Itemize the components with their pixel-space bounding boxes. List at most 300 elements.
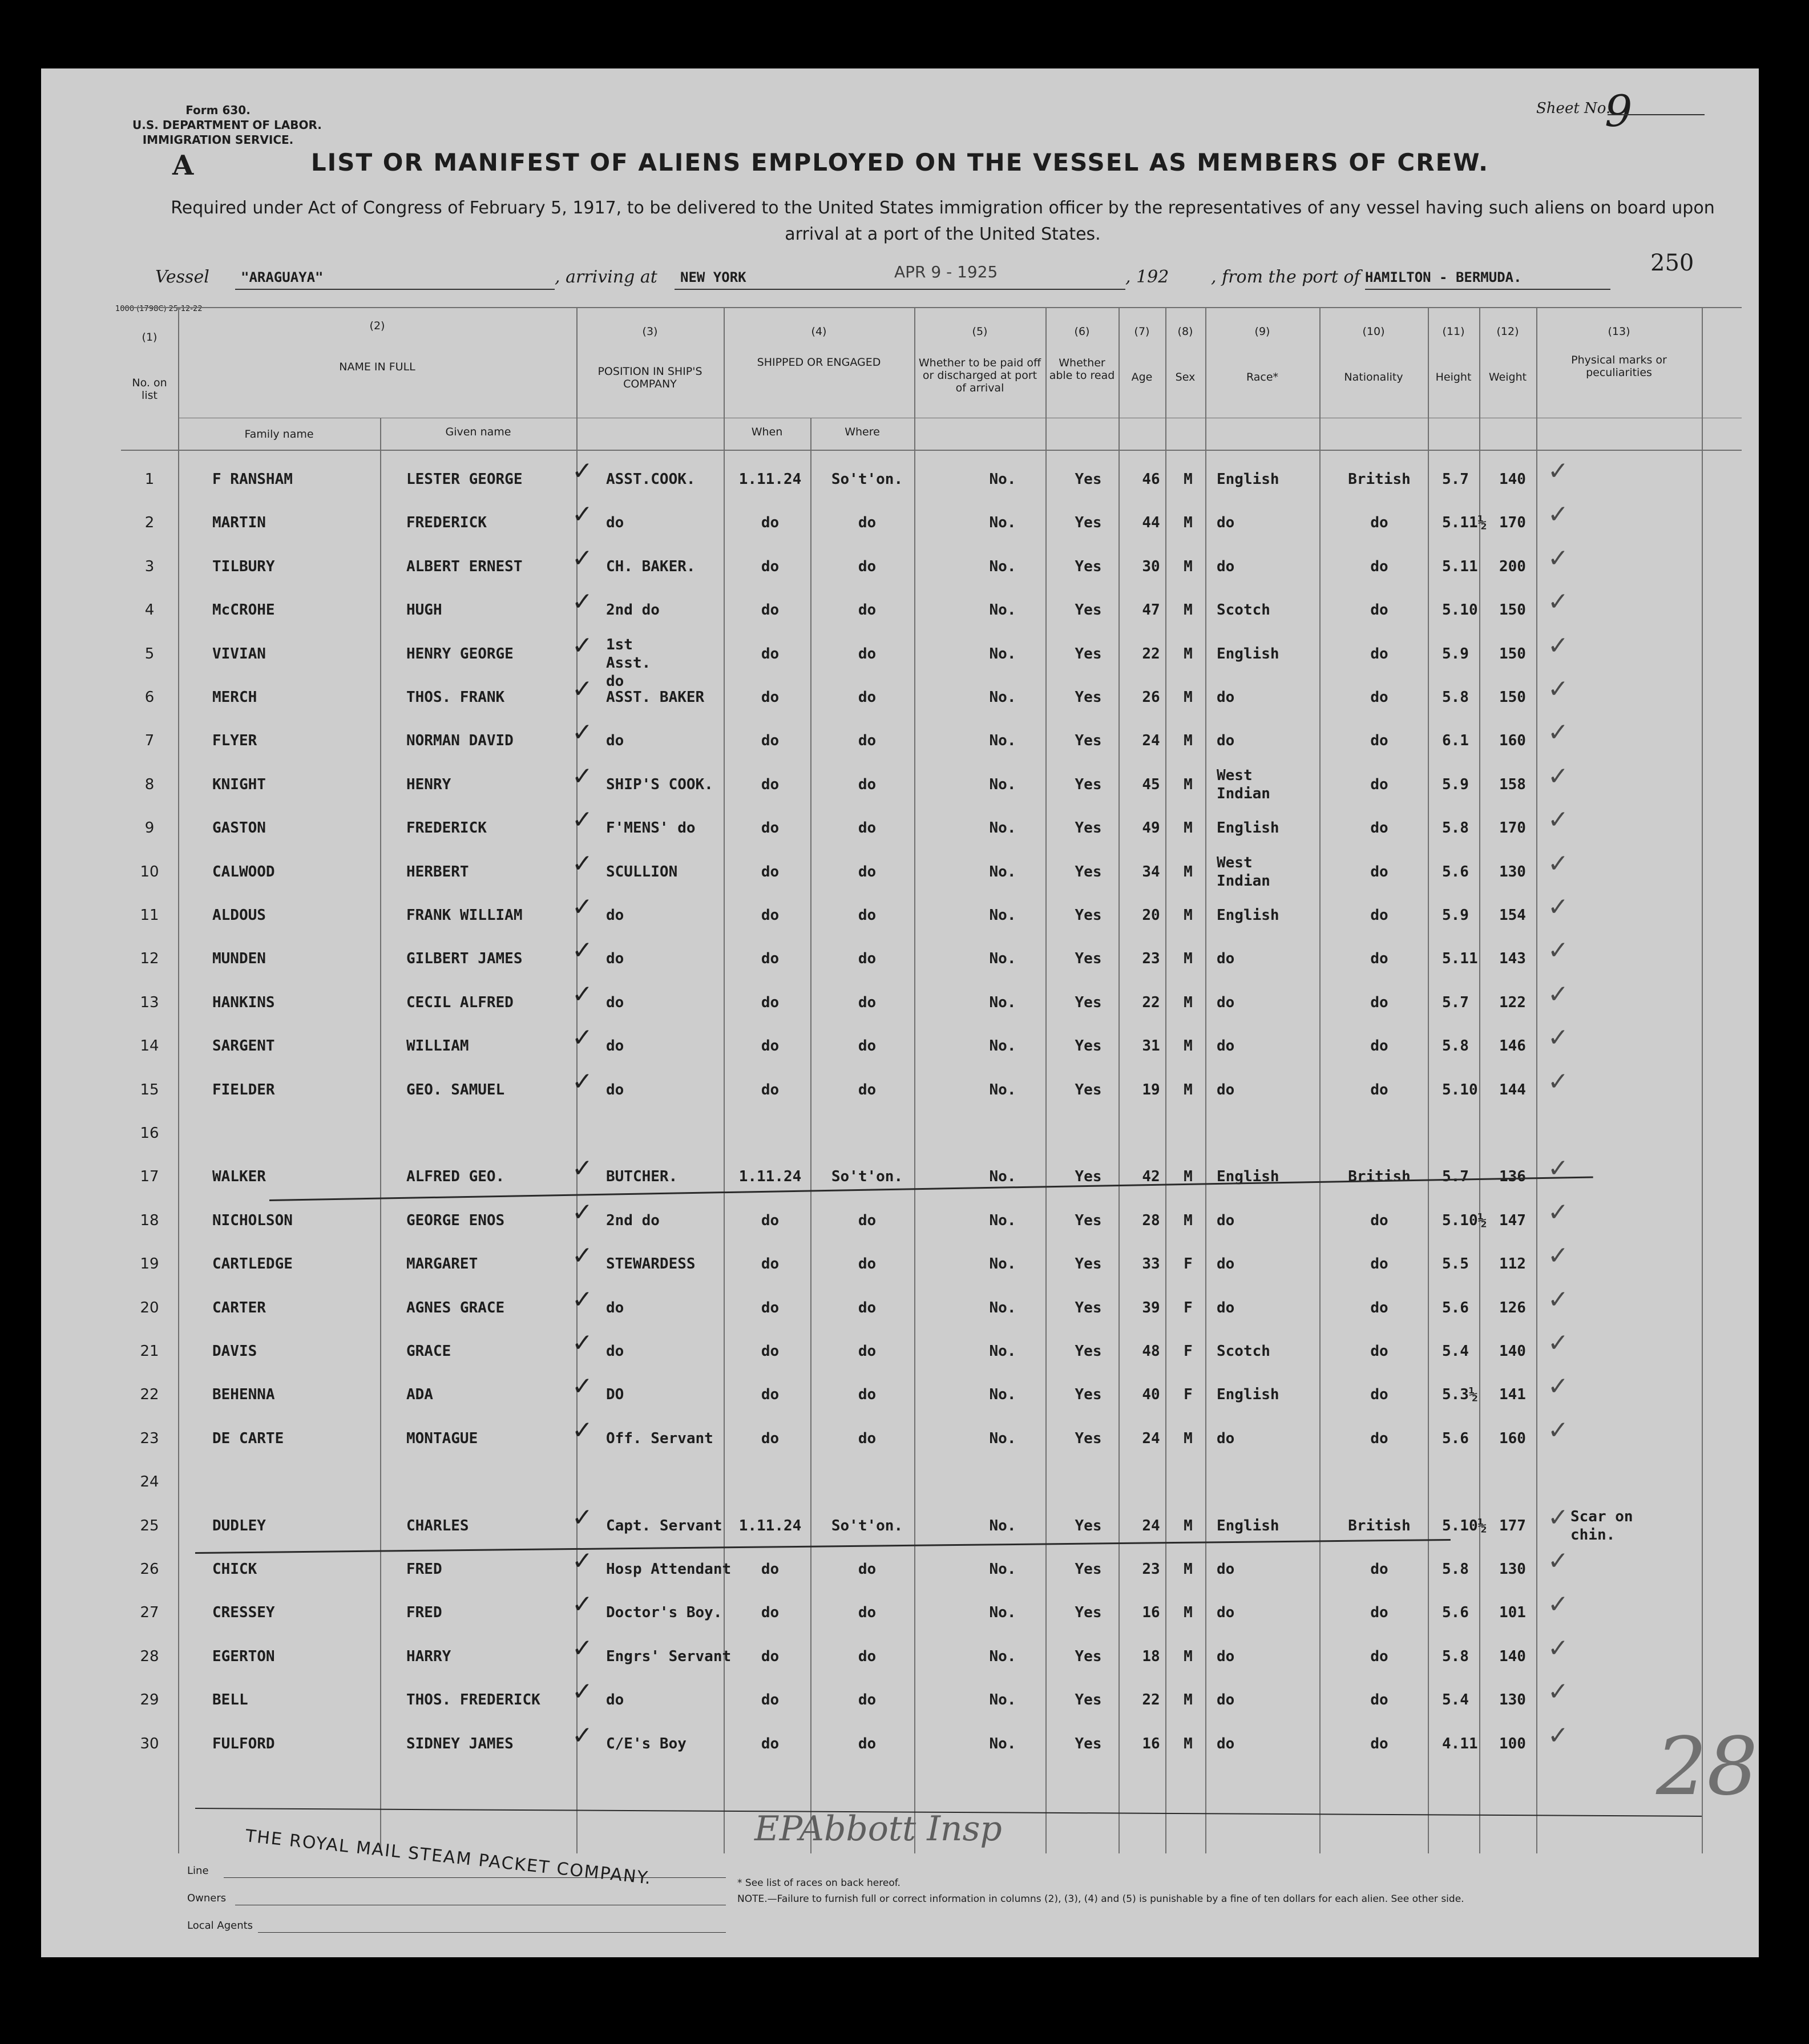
when-shipped: do — [761, 1037, 780, 1055]
col-sex-number: (8) — [1177, 325, 1193, 338]
check-mark-icon: ✓ — [572, 1154, 593, 1183]
nationality: British — [1348, 471, 1411, 488]
check-mark-icon: ✓ — [572, 1677, 593, 1707]
where-shipped: do — [858, 1037, 877, 1055]
form-number: Form 630. — [185, 103, 251, 117]
age: 28 — [1142, 1211, 1160, 1229]
given-name: GILBERT JAMES — [406, 950, 523, 968]
age: 23 — [1142, 1561, 1160, 1578]
able-to-read: Yes — [1075, 1561, 1102, 1578]
where-shipped: do — [858, 1604, 877, 1622]
race: English — [1217, 819, 1279, 837]
table-row — [41, 1286, 1759, 1330]
nationality: do — [1370, 1429, 1388, 1447]
col-sex-label: Sex — [1175, 371, 1196, 383]
able-to-read: Yes — [1075, 732, 1102, 750]
paid-off: No. — [989, 732, 1016, 750]
weight: 140 — [1499, 1647, 1526, 1665]
when-shipped: do — [761, 732, 780, 750]
line-label: Line — [187, 1865, 209, 1877]
check-mark-icon: ✓ — [572, 1372, 593, 1401]
position: do — [606, 1037, 624, 1055]
nationality: do — [1370, 819, 1388, 837]
nationality: do — [1370, 1255, 1388, 1273]
paid-off: No. — [989, 1429, 1016, 1447]
row-number: 30 — [140, 1735, 159, 1752]
family-name: DUDLEY — [212, 1517, 266, 1534]
able-to-read: Yes — [1075, 471, 1102, 488]
when-shipped: do — [761, 1429, 780, 1447]
paid-off: No. — [989, 1081, 1016, 1098]
sex: M — [1184, 514, 1193, 532]
race: do — [1217, 1037, 1235, 1055]
col-name-number: (2) — [369, 320, 385, 332]
race: do — [1217, 1691, 1235, 1709]
sex: M — [1184, 1691, 1193, 1709]
col-marks-number: (13) — [1608, 325, 1630, 338]
height: 5.8 — [1442, 1647, 1469, 1665]
weight: 122 — [1499, 993, 1526, 1011]
race: English — [1217, 1386, 1279, 1404]
table-row — [41, 763, 1759, 806]
able-to-read: Yes — [1075, 645, 1102, 663]
where-shipped: do — [858, 689, 877, 706]
col-age-label: Age — [1131, 371, 1153, 383]
date-stamp: APR 9 - 1925 — [894, 262, 998, 281]
sex: M — [1184, 471, 1193, 488]
check-mark-icon: ✓ — [1548, 1677, 1569, 1707]
table-row — [41, 1373, 1759, 1416]
family-name: NICHOLSON — [212, 1211, 293, 1229]
from-port: HAMILTON - BERMUDA. — [1365, 269, 1522, 285]
check-mark-icon: ✓ — [572, 805, 593, 835]
nationality: do — [1370, 775, 1388, 793]
able-to-read: Yes — [1075, 950, 1102, 968]
when-shipped: do — [761, 1081, 780, 1098]
race: English — [1217, 907, 1279, 924]
paid-off: No. — [989, 1561, 1016, 1578]
check-mark-icon: ✓ — [572, 892, 593, 922]
when-shipped: do — [761, 689, 780, 706]
col-name-label: NAME IN FULL — [339, 361, 415, 373]
row-number: 18 — [140, 1211, 159, 1229]
sex: M — [1184, 907, 1193, 924]
weight: 200 — [1499, 558, 1526, 575]
where-shipped: do — [858, 1081, 877, 1098]
check-mark-icon: ✓ — [572, 1067, 593, 1096]
nationality: do — [1370, 1561, 1388, 1578]
when-shipped: do — [761, 1299, 780, 1316]
nationality: do — [1370, 863, 1388, 880]
paid-off: No. — [989, 1299, 1016, 1316]
check-mark-icon: ✓ — [1548, 1546, 1569, 1576]
paid-off: No. — [989, 689, 1016, 706]
col-no-number: (1) — [142, 331, 158, 344]
given-name: HARRY — [406, 1647, 451, 1665]
when-shipped: do — [761, 1735, 780, 1752]
position: CH. BAKER. — [606, 558, 696, 575]
row-number: 6 — [144, 689, 155, 706]
table-row — [41, 1591, 1759, 1634]
check-mark-icon: ✓ — [572, 457, 593, 486]
sex: M — [1184, 601, 1193, 619]
where-shipped: So't'on. — [831, 1168, 903, 1186]
table-row — [41, 1155, 1759, 1198]
where-shipped: do — [858, 1211, 877, 1229]
nationality: do — [1370, 558, 1388, 575]
race: West Indian — [1217, 854, 1270, 890]
sex: M — [1184, 993, 1193, 1011]
col-weight-label: Weight — [1488, 371, 1527, 383]
service: IMMIGRATION SERVICE. — [142, 133, 294, 147]
sex: F — [1184, 1255, 1193, 1273]
check-mark-icon: ✓ — [1548, 1372, 1569, 1401]
col-race-label: Race* — [1246, 371, 1279, 383]
sex: M — [1184, 732, 1193, 750]
race: do — [1217, 1561, 1235, 1578]
table-row — [41, 458, 1759, 501]
check-mark-icon: ✓ — [572, 1590, 593, 1619]
weight: 112 — [1499, 1255, 1526, 1273]
where-shipped: do — [858, 514, 877, 532]
row-number: 1 — [144, 471, 155, 488]
height: 5.7 — [1442, 471, 1469, 488]
able-to-read: Yes — [1075, 558, 1102, 575]
nationality: do — [1370, 1211, 1388, 1229]
check-mark-icon: ✓ — [572, 631, 593, 660]
weight: 100 — [1499, 1735, 1526, 1752]
table-row — [41, 850, 1759, 894]
age: 30 — [1142, 558, 1160, 575]
check-mark-icon: ✓ — [1548, 936, 1569, 966]
able-to-read: Yes — [1075, 1081, 1102, 1098]
col-position-number: (3) — [642, 325, 658, 338]
paid-off: No. — [989, 471, 1016, 488]
age: 47 — [1142, 601, 1160, 619]
where-shipped: do — [858, 601, 877, 619]
table-row — [41, 1678, 1759, 1722]
row-number: 24 — [140, 1473, 159, 1491]
age: 34 — [1142, 863, 1160, 880]
check-mark-icon: ✓ — [1548, 805, 1569, 835]
table-row — [41, 631, 1759, 690]
position: Off. Servant — [606, 1429, 713, 1447]
race: do — [1217, 950, 1235, 968]
when-shipped: do — [761, 514, 780, 532]
sex: M — [1184, 1604, 1193, 1622]
position: ASST. BAKER — [606, 689, 705, 706]
sex: M — [1184, 1081, 1193, 1098]
table-row — [41, 1199, 1759, 1242]
check-mark-icon: ✓ — [572, 1502, 593, 1532]
race: do — [1217, 1211, 1235, 1229]
position: SHIP'S COOK. — [606, 775, 713, 793]
able-to-read: Yes — [1075, 1299, 1102, 1316]
position: do — [606, 1691, 624, 1709]
able-to-read: Yes — [1075, 1429, 1102, 1447]
sex: M — [1184, 1517, 1193, 1534]
sheet-underline — [1608, 114, 1705, 115]
able-to-read: Yes — [1075, 775, 1102, 793]
row-number: 2 — [144, 514, 155, 532]
check-mark-icon: ✓ — [1548, 1415, 1569, 1445]
table-row — [41, 1460, 1759, 1504]
paid-off: No. — [989, 1691, 1016, 1709]
table-row — [41, 937, 1759, 980]
when-shipped: do — [761, 863, 780, 880]
col-read-label: Whether able to read — [1049, 357, 1115, 382]
given-name: GEORGE ENOS — [406, 1211, 505, 1229]
position: Hosp Attendant — [606, 1561, 732, 1578]
col-position-label: POSITION IN SHIP'S COMPANY — [597, 365, 702, 390]
sex: F — [1184, 1386, 1193, 1404]
table-row — [41, 1242, 1759, 1286]
sex: M — [1184, 950, 1193, 968]
age: 18 — [1142, 1647, 1160, 1665]
height: 5.10 — [1442, 1081, 1478, 1098]
table-row — [41, 501, 1759, 544]
races-note: * See list of races on back hereof. — [737, 1877, 901, 1889]
given-name: THOS. FRANK — [406, 689, 505, 706]
col-weight-number: (12) — [1496, 325, 1519, 338]
col-shipped-label: SHIPPED OR ENGAGED — [757, 356, 881, 369]
when-shipped: do — [761, 950, 780, 968]
family-name: DAVIS — [212, 1343, 257, 1360]
check-mark-icon: ✓ — [572, 1197, 593, 1227]
weight: 126 — [1499, 1299, 1526, 1316]
family-name: VIVIAN — [212, 645, 266, 663]
row-number: 20 — [140, 1299, 159, 1316]
weight: 140 — [1499, 1343, 1526, 1360]
weight: 136 — [1499, 1168, 1526, 1186]
height: 5.9 — [1442, 907, 1469, 924]
given-name: HUGH — [406, 601, 442, 619]
able-to-read: Yes — [1075, 1211, 1102, 1229]
when-shipped: 1.11.24 — [738, 1168, 802, 1186]
when-shipped: do — [761, 1647, 780, 1665]
where-shipped: do — [858, 1561, 877, 1578]
nationality: do — [1370, 950, 1388, 968]
able-to-read: Yes — [1075, 1343, 1102, 1360]
paid-off: No. — [989, 1604, 1016, 1622]
sex: F — [1184, 1299, 1193, 1316]
nationality: British — [1348, 1168, 1411, 1186]
given-name: WILLIAM — [406, 1037, 469, 1055]
height: 4.11 — [1442, 1735, 1478, 1752]
table-row — [41, 719, 1759, 762]
given-name: FRED — [406, 1604, 442, 1622]
agents-fill-line — [258, 1932, 726, 1933]
where-shipped: do — [858, 1343, 877, 1360]
height: 5.4 — [1442, 1343, 1469, 1360]
paid-off: No. — [989, 601, 1016, 619]
able-to-read: Yes — [1075, 907, 1102, 924]
family-name: CRESSEY — [212, 1604, 275, 1622]
age: 44 — [1142, 514, 1160, 532]
position: do — [606, 907, 624, 924]
able-to-read: Yes — [1075, 993, 1102, 1011]
paid-off: No. — [989, 1037, 1016, 1055]
where-shipped: So't'on. — [831, 1517, 903, 1534]
check-mark-icon: ✓ — [572, 1241, 593, 1271]
check-mark-icon: ✓ — [572, 1328, 593, 1358]
nationality: do — [1370, 689, 1388, 706]
page-subtitle: Required under Act of Congress of February 5, 1917, to be delivered to the United States immigration officer by the representatives of any vessel having such aliens on board upon arrival at a port of the United States. — [171, 198, 1715, 244]
from-label: , from the port of — [1211, 267, 1360, 287]
paid-off: No. — [989, 1255, 1016, 1273]
where-shipped: do — [858, 645, 877, 663]
family-name: FIELDER — [212, 1081, 275, 1098]
check-mark-icon: ✓ — [572, 849, 593, 878]
when-shipped: do — [761, 993, 780, 1011]
able-to-read: Yes — [1075, 1386, 1102, 1404]
check-mark-icon: ✓ — [572, 1720, 593, 1750]
position: BUTCHER. — [606, 1168, 678, 1186]
check-mark-icon: ✓ — [572, 500, 593, 530]
sheet-number: 9 — [1605, 86, 1633, 136]
sex: M — [1184, 1561, 1193, 1578]
where-shipped: do — [858, 1691, 877, 1709]
from-fill-line — [1365, 289, 1610, 290]
when-shipped: do — [761, 1386, 780, 1404]
check-mark-icon: ✓ — [572, 979, 593, 1009]
col-no-label: No. on list — [132, 377, 167, 402]
position: SCULLION — [606, 863, 678, 880]
check-mark-icon: ✓ — [1548, 1328, 1569, 1358]
where-shipped: do — [858, 558, 877, 575]
check-mark-icon: ✓ — [1548, 979, 1569, 1009]
paid-off: No. — [989, 1211, 1016, 1229]
sex: M — [1184, 819, 1193, 837]
race: do — [1217, 1735, 1235, 1752]
family-name: BEHENNA — [212, 1386, 275, 1404]
position: STEWARDESS — [606, 1255, 696, 1273]
able-to-read: Yes — [1075, 1517, 1102, 1534]
sex: M — [1184, 1429, 1193, 1447]
check-mark-icon: ✓ — [572, 1415, 593, 1445]
penalty-note: NOTE.—Failure to furnish full or correct information in columns (2), (3), (4) and (5) is punishable by a fine of ten dollars for each alien. See other side. — [737, 1893, 1464, 1905]
row-number: 11 — [140, 907, 159, 924]
race: do — [1217, 732, 1235, 750]
row-number: 7 — [144, 732, 155, 750]
paid-off: No. — [989, 1343, 1016, 1360]
nationality: do — [1370, 1299, 1388, 1316]
height: 5.7 — [1442, 1168, 1469, 1186]
able-to-read: Yes — [1075, 819, 1102, 837]
family-name: DE CARTE — [212, 1429, 284, 1447]
paid-off: No. — [989, 950, 1016, 968]
family-name: FLYER — [212, 732, 257, 750]
row-number: 4 — [144, 601, 155, 619]
table-row — [41, 806, 1759, 850]
check-mark-icon: ✓ — [1548, 1590, 1569, 1619]
when-shipped: do — [761, 645, 780, 663]
col-age-number: (7) — [1134, 325, 1150, 338]
height: 5.11 — [1442, 950, 1478, 968]
weight: 150 — [1499, 689, 1526, 706]
row-number: 13 — [140, 993, 159, 1011]
table-row — [41, 1417, 1759, 1460]
margin-mark: A — [172, 150, 194, 181]
sex: M — [1184, 1168, 1193, 1186]
check-mark-icon: ✓ — [1548, 849, 1569, 878]
height: 6.1 — [1442, 732, 1469, 750]
weight: 144 — [1499, 1081, 1526, 1098]
weight: 154 — [1499, 907, 1526, 924]
table-row — [41, 1068, 1759, 1112]
where-shipped: do — [858, 993, 877, 1011]
family-name: EGERTON — [212, 1647, 275, 1665]
given-name: LESTER GEORGE — [406, 471, 523, 488]
sex: M — [1184, 1735, 1193, 1752]
family-name: GASTON — [212, 819, 266, 837]
table-row — [41, 894, 1759, 937]
weight: 130 — [1499, 863, 1526, 880]
given-name: THOS. FREDERICK — [406, 1691, 540, 1709]
given-name: ALFRED GEO. — [406, 1168, 505, 1186]
table-row — [41, 1024, 1759, 1068]
col-when-label: When — [751, 426, 783, 438]
vessel-name: "ARAGUAYA" — [241, 269, 324, 285]
check-mark-icon: ✓ — [572, 1546, 593, 1576]
check-mark-icon: ✓ — [572, 674, 593, 704]
paid-off: No. — [989, 863, 1016, 880]
race: do — [1217, 1429, 1235, 1447]
race: English — [1217, 645, 1279, 663]
position: do — [606, 514, 624, 532]
col-height-number: (11) — [1442, 325, 1465, 338]
where-shipped: do — [858, 1429, 877, 1447]
port-fill-line — [675, 289, 914, 290]
given-name: FREDERICK — [406, 819, 487, 837]
table-row — [41, 1112, 1759, 1155]
row-number: 16 — [140, 1125, 159, 1142]
age: 24 — [1142, 1517, 1160, 1534]
height: 5.8 — [1442, 1037, 1469, 1055]
when-shipped: do — [761, 907, 780, 924]
check-mark-icon: ✓ — [1548, 1241, 1569, 1271]
position: 2nd do — [606, 601, 660, 619]
arrival-port: NEW YORK — [680, 269, 746, 285]
height: 5.4 — [1442, 1691, 1469, 1709]
sex: M — [1184, 1037, 1193, 1055]
row-number: 5 — [144, 645, 155, 663]
paid-off: No. — [989, 993, 1016, 1011]
age: 24 — [1142, 1429, 1160, 1447]
check-mark-icon: ✓ — [1548, 1502, 1569, 1532]
table-row — [41, 1504, 1759, 1548]
where-shipped: do — [858, 907, 877, 924]
race: Scotch — [1217, 601, 1270, 619]
able-to-read: Yes — [1075, 514, 1102, 532]
col-paid-number: (5) — [972, 325, 988, 338]
sex: M — [1184, 1647, 1193, 1665]
when-shipped: do — [761, 775, 780, 793]
age: 26 — [1142, 689, 1160, 706]
given-name: CHARLES — [406, 1517, 469, 1534]
position: 2nd do — [606, 1211, 660, 1229]
family-name: BELL — [212, 1691, 248, 1709]
where-shipped: do — [858, 863, 877, 880]
given-name: HENRY GEORGE — [406, 645, 514, 663]
weight: 177 — [1499, 1517, 1526, 1534]
family-name: HANKINS — [212, 993, 275, 1011]
when-shipped: do — [761, 1211, 780, 1229]
row-number: 21 — [140, 1343, 159, 1360]
paid-off: No. — [989, 775, 1016, 793]
nationality: do — [1370, 1081, 1388, 1098]
check-mark-icon: ✓ — [1548, 761, 1569, 791]
